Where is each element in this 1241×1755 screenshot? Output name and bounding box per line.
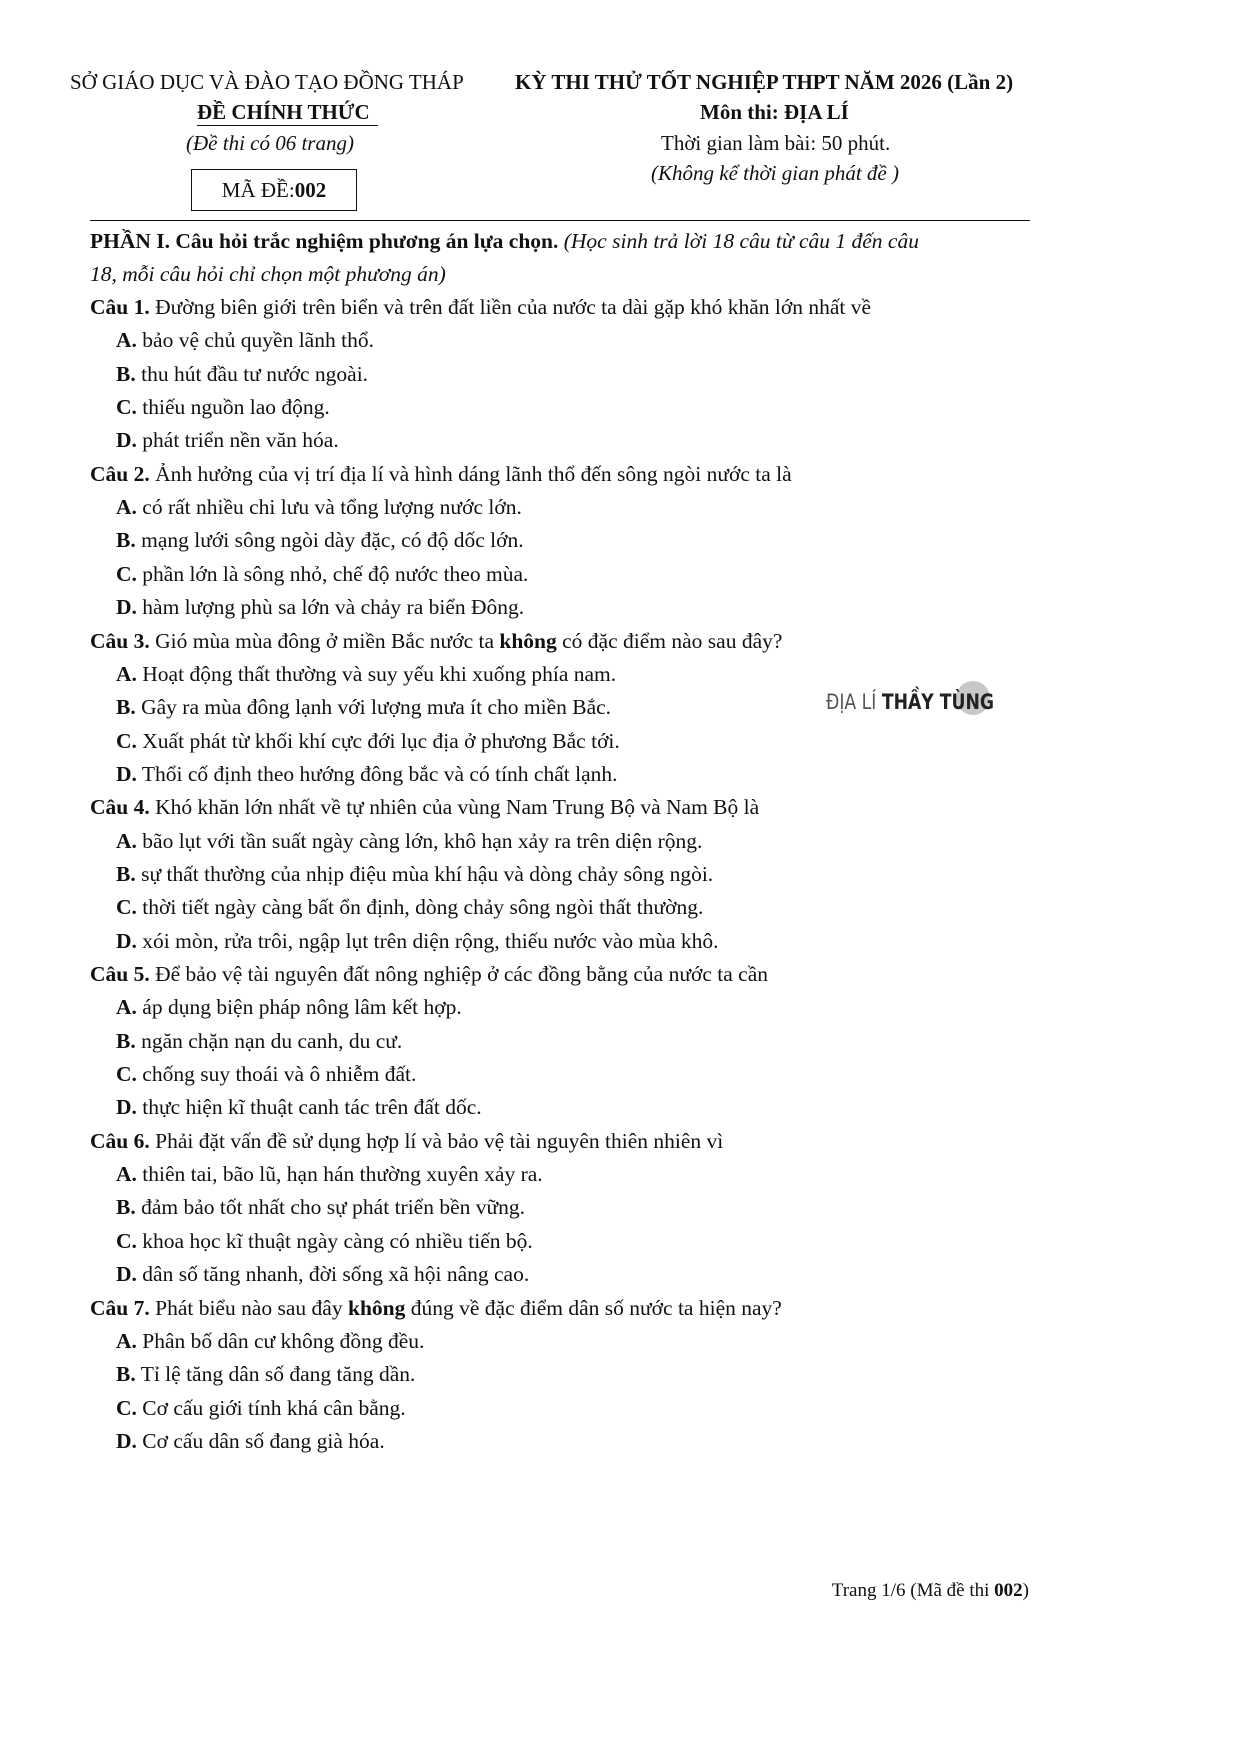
answer-option	[116, 362, 368, 387]
option-text: Phân bố dân cư không đồng đều.	[136, 1328, 425, 1353]
footer-code: 002	[994, 1580, 1023, 1601]
question-text: Phải đặt vấn đề sử dụng hợp lí và bảo vệ tài nguyên thiên nhiên vì	[149, 1128, 724, 1153]
option-text: phần lớn là sông nhỏ, chế độ nước theo mùa.	[136, 561, 529, 586]
answer-option	[116, 595, 524, 620]
question-7	[90, 1296, 782, 1321]
question-4	[90, 795, 759, 820]
department-name: SỞ GIÁO DỤC VÀ ĐÀO TẠO ĐỒNG THÁP	[70, 70, 464, 94]
option-text: bảo vệ chủ quyền lãnh thổ.	[136, 328, 374, 353]
option-key: D.	[116, 1262, 137, 1287]
question-text: Ảnh hưởng của vị trí địa lí và hình dáng lãnh thổ đến sông ngòi nước ta là	[149, 461, 792, 486]
answer-option	[116, 395, 330, 420]
answer-option	[116, 1362, 415, 1387]
option-key: A.	[116, 328, 137, 353]
answer-option	[116, 495, 522, 520]
option-key: B.	[116, 1362, 136, 1387]
option-key: D.	[116, 595, 137, 620]
option-key: B.	[116, 1028, 136, 1053]
option-text: Cơ cấu giới tính khá cân bằng.	[136, 1395, 406, 1420]
option-key: B.	[116, 695, 136, 720]
option-text: thu hút đầu tư nước ngoài.	[135, 361, 369, 386]
question-label: Câu 7.	[90, 1295, 150, 1320]
answer-option	[116, 1062, 416, 1087]
exam-title: KỲ THI THỬ TỐT NGHIỆP THPT NĂM 2026 (Lần 2)	[515, 70, 1014, 94]
option-key: B.	[116, 1195, 136, 1220]
question-label: Câu 4.	[90, 795, 150, 820]
question-label: Câu 1.	[90, 295, 150, 319]
option-key: D.	[116, 761, 137, 786]
option-text: phát triển nền văn hóa.	[136, 428, 339, 453]
part1-heading-line1	[90, 229, 919, 254]
part1-title: PHẦN I. Câu hỏi trắc nghiệm phương án lựa chọn.	[90, 229, 559, 253]
answer-option	[116, 729, 620, 754]
question-5	[90, 962, 768, 987]
answer-option	[116, 995, 462, 1020]
option-key: A.	[116, 1162, 137, 1187]
option-key: A.	[116, 995, 137, 1020]
answer-option	[116, 1329, 424, 1354]
answer-option	[116, 829, 702, 854]
option-text: chống suy thoái và ô nhiễm đất.	[136, 1062, 417, 1087]
watermark-light-text: ĐỊA LÍ	[826, 690, 882, 714]
answer-option	[116, 662, 616, 687]
option-text: ngăn chặn nạn du canh, du cư.	[135, 1028, 403, 1053]
option-text: sự thất thường của nhịp điệu mùa khí hậu và dòng chảy sông ngòi.	[135, 861, 714, 886]
option-key: C.	[116, 1228, 137, 1253]
part1-instruction-1: (Học sinh trả lời 18 câu từ câu 1 đến câu	[558, 229, 919, 253]
option-text: thực hiện kĩ thuật canh tác trên đất dốc.	[136, 1095, 482, 1120]
option-text: dân số tăng nhanh, đời sống xã hội nâng cao.	[136, 1262, 530, 1287]
answer-option	[116, 1229, 533, 1254]
answer-option	[116, 1429, 385, 1454]
option-key: A.	[116, 828, 137, 853]
answer-option	[116, 1396, 406, 1421]
answer-option	[116, 1162, 543, 1187]
option-text: Thổi cố định theo hướng đông bắc và có tính chất lạnh.	[136, 761, 618, 786]
option-text: có rất nhiều chi lưu và tổng lượng nước lớn.	[136, 495, 522, 520]
question-label: Câu 2.	[90, 461, 150, 486]
option-text: đảm bảo tốt nhất cho sự phát triển bền vững.	[135, 1195, 526, 1220]
option-key: A.	[116, 495, 137, 520]
official-label: ĐỀ CHÍNH THỨC	[197, 100, 370, 124]
answer-option	[116, 1095, 482, 1120]
question-text: Phát biểu nào sau đây	[149, 1295, 348, 1320]
answer-option	[116, 895, 703, 920]
option-key: C.	[116, 395, 137, 420]
time-line: Thời gian làm bài: 50 phút.	[661, 131, 891, 155]
footer-post: )	[1022, 1580, 1029, 1601]
option-text: mạng lưới sông ngòi dày đặc, có độ dốc lớn.	[135, 528, 524, 553]
option-key: C.	[116, 1062, 137, 1087]
answer-option	[116, 428, 339, 453]
question-1	[90, 295, 871, 320]
option-text: Tỉ lệ tăng dân số đang tăng dần.	[135, 1362, 416, 1387]
answer-option	[116, 862, 713, 887]
time-note: (Không kể thời gian phát đề )	[651, 161, 900, 185]
question-text: Gió mùa mùa đông ở miền Bắc nước ta	[149, 628, 500, 653]
page-footer	[832, 1580, 1029, 1602]
question-label: Câu 5.	[90, 962, 150, 986]
question-text: Để bảo vệ tài nguyên đất nông nghiệp ở các đồng bằng của nước ta cần	[149, 962, 768, 986]
option-key: B.	[116, 361, 136, 386]
answer-option	[116, 929, 719, 954]
answer-option	[116, 562, 528, 587]
option-text: thiên tai, bão lũ, hạn hán thường xuyên xảy ra.	[136, 1162, 543, 1187]
answer-option	[116, 1195, 525, 1220]
answer-option	[116, 695, 611, 720]
question-emphasis: không	[499, 628, 557, 653]
subject-line: Môn thi: ĐỊA LÍ	[700, 100, 849, 124]
option-text: bão lụt với tần suất ngày càng lớn, khô hạn xảy ra trên diện rộng.	[136, 828, 703, 853]
answer-option	[116, 1262, 529, 1287]
option-key: C.	[116, 728, 137, 753]
option-text: Gây ra mùa đông lạnh với lượng mưa ít cho miền Bắc.	[135, 695, 612, 720]
option-key: C.	[116, 1395, 137, 1420]
option-text: hàm lượng phù sa lớn và chảy ra biển Đông.	[136, 595, 525, 620]
option-key: D.	[116, 1095, 137, 1120]
option-text: thiếu nguồn lao động.	[136, 395, 330, 420]
question-text-end: có đặc điểm nào sau đây?	[556, 628, 783, 653]
option-key: A.	[116, 1328, 137, 1353]
question-label: Câu 3.	[90, 628, 150, 653]
question-label: Câu 6.	[90, 1128, 150, 1153]
option-text: thời tiết ngày càng bất ổn định, dòng chảy sông ngòi thất thường.	[136, 895, 704, 920]
exam-code-label: MÃ ĐỀ:	[221, 177, 295, 202]
option-text: Cơ cấu dân số đang già hóa.	[136, 1428, 385, 1453]
option-text: xói mòn, rửa trôi, ngập lụt trên diện rộng, thiếu nước vào mùa khô.	[136, 928, 719, 953]
part1-instruction-2: 18, mỗi câu hỏi chỉ chọn một phương án)	[90, 262, 446, 286]
option-key: C.	[116, 895, 137, 920]
option-key: B.	[116, 861, 136, 886]
question-emphasis: không	[347, 1295, 406, 1320]
watermark-logo	[826, 690, 994, 714]
answer-option	[116, 1029, 402, 1054]
option-key: B.	[116, 528, 136, 553]
option-key: C.	[116, 561, 137, 586]
option-text: áp dụng biện pháp nông lâm kết hợp.	[136, 995, 462, 1020]
option-text: khoa học kĩ thuật ngày càng có nhiều tiến bộ.	[136, 1228, 533, 1253]
option-text: Xuất phát từ khối khí cực đới lục địa ở phương Bắc tới.	[136, 728, 620, 753]
answer-option	[116, 528, 524, 553]
question-text-end: đúng về đặc điểm dân số nước ta hiện nay?	[405, 1295, 782, 1320]
answer-option	[116, 328, 374, 353]
footer-pre: Trang 1/6 (Mã đề thi	[831, 1580, 995, 1601]
question-6	[90, 1129, 723, 1154]
exam-code-box	[191, 169, 357, 211]
pages-note: (Đề thi có 06 trang)	[186, 131, 354, 155]
answer-option	[116, 762, 618, 787]
option-key: A.	[116, 661, 137, 686]
option-key: D.	[116, 928, 137, 953]
option-key: D.	[116, 428, 137, 453]
watermark-bold-text: THẦY TÙNG	[881, 690, 995, 714]
question-3	[90, 629, 782, 654]
option-text: Hoạt động thất thường và suy yếu khi xuống phía nam.	[136, 661, 617, 686]
exam-code-value: 002	[294, 177, 327, 202]
question-2	[90, 462, 792, 487]
official-underline	[197, 125, 378, 126]
option-key: D.	[116, 1428, 137, 1453]
question-text: Khó khăn lớn nhất về tự nhiên của vùng Nam Trung Bộ và Nam Bộ là	[149, 795, 760, 820]
question-text: Đường biên giới trên biển và trên đất liền của nước ta dài gặp khó khăn lớn nhất về	[149, 295, 872, 319]
header-divider	[90, 220, 1030, 221]
